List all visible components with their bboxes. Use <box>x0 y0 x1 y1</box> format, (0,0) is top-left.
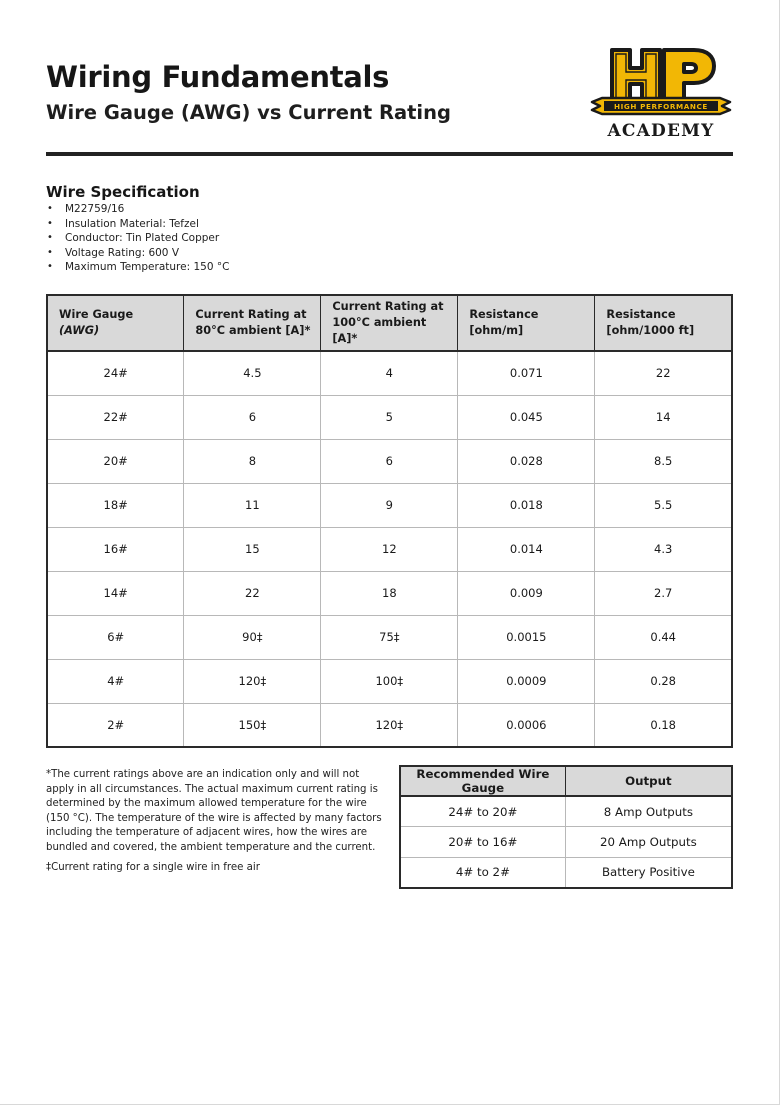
table-cell: 0.28 <box>595 659 732 703</box>
table-cell: 8 <box>184 439 321 483</box>
table-cell: 15 <box>184 527 321 571</box>
header-resistance-ohm-m: Resistance [ohm/m] <box>458 295 595 351</box>
wire-gauge-table <box>46 294 733 748</box>
free-air-footnote: ‡Current rating for a single wire in free air <box>46 862 260 873</box>
header-current-100c: Current Rating at 100°C ambient [A]* <box>321 295 458 351</box>
table-cell: 0.071 <box>458 351 595 395</box>
table-cell: 0.014 <box>458 527 595 571</box>
table-row <box>47 483 732 527</box>
logo-banner-text: HIGH PERFORMANCE <box>614 102 708 111</box>
table-cell: 0.18 <box>650 717 676 732</box>
table-cell: 120‡ <box>321 703 458 747</box>
table-row <box>47 527 732 571</box>
table-row <box>400 796 732 827</box>
table-row <box>47 703 732 747</box>
table-cell: 5 <box>321 395 458 439</box>
table-cell: 0.0009 <box>458 659 595 703</box>
list-item: • Maximum Temperature: 150 °C <box>47 261 230 274</box>
header-output: Output <box>565 766 732 796</box>
table-cell: 22 <box>184 571 321 615</box>
table-cell: 0.0006 <box>458 703 595 747</box>
header-current-80c: Current Rating at 80°C ambient [A]* <box>184 295 321 351</box>
table-cell: 0.44 <box>595 615 732 659</box>
table-cell: 4.5 <box>184 351 321 395</box>
list-item: • Voltage Rating: 600 V <box>47 246 180 259</box>
table-header-row <box>400 766 732 796</box>
table-row <box>47 351 732 395</box>
table-cell: 16# <box>47 527 184 571</box>
table-cell: 6 <box>321 439 458 483</box>
table-cell: 2# <box>47 703 184 747</box>
list-item: • Insulation Material: Tefzel <box>47 217 199 230</box>
table-cell: 22# <box>47 395 184 439</box>
header-divider <box>46 152 733 156</box>
table-cell: 24# <box>47 351 184 395</box>
header-resistance-ohm-1000ft: Resistance [ohm/1000 ft] <box>595 295 732 351</box>
table-cell: 0.045 <box>458 395 595 439</box>
table-row <box>400 827 732 858</box>
table-cell: 4.3 <box>595 527 732 571</box>
table-cell: 6# <box>47 615 184 659</box>
bullet-icon: • <box>47 217 53 229</box>
table-cell: 150‡ <box>184 703 321 747</box>
table-cell: 24# to 20# <box>400 796 565 827</box>
table-cell: 18 <box>321 571 458 615</box>
logo-letter-h <box>612 50 660 102</box>
table-cell: 75‡ <box>321 615 458 659</box>
hp-academy-logo <box>588 44 734 140</box>
table-cell: 90‡ <box>184 615 321 659</box>
table-cell: 0.009 <box>458 571 595 615</box>
table-cell: 20# to 16# <box>400 827 565 858</box>
bullet-icon: • <box>47 232 53 244</box>
page-title: Wiring Fundamentals <box>46 60 390 94</box>
header-wire-gauge: Wire Gauge (AWG) <box>47 295 184 351</box>
table-cell: 4# <box>47 659 184 703</box>
recommended-gauge-table <box>399 765 733 889</box>
table-row <box>47 615 732 659</box>
table-row <box>47 659 732 703</box>
logo-letter-p <box>664 50 714 102</box>
table-header-row <box>47 295 732 351</box>
table-cell: 5.5 <box>595 483 732 527</box>
table-row <box>400 857 732 888</box>
bullet-icon: • <box>47 203 53 214</box>
table-cell: 2.7 <box>595 571 732 615</box>
table-cell: 6 <box>184 395 321 439</box>
table-cell: 14# <box>47 571 184 615</box>
table-cell: 9 <box>321 483 458 527</box>
table-cell: 22 <box>595 351 732 395</box>
table-cell: 11 <box>184 483 321 527</box>
bullet-icon: • <box>47 261 53 273</box>
logo-academy-text: ACADEMY <box>607 121 715 140</box>
current-rating-footnote: *The current ratings above are an indication only and will not apply in all circumstances. The actual maximum current rating is determined by the maximum allowed temperature for the wire (150 °C). The temperature of the wire is affected by many factors including the temperature of adjacent wires, how the wires are bundled and covered, the ambient temperature and the current. <box>46 769 382 853</box>
table-cell: 4 <box>321 351 458 395</box>
table-cell: 0.0015 <box>458 615 595 659</box>
table-row <box>47 395 732 439</box>
table-cell: 20# <box>47 439 184 483</box>
table-cell: 20 Amp Outputs <box>565 827 732 858</box>
spec-heading: Wire Specification <box>46 183 200 201</box>
table-cell: 8 Amp Outputs <box>565 796 732 827</box>
table-cell: 12 <box>321 527 458 571</box>
table-cell: 0.028 <box>458 439 595 483</box>
table-cell: 14 <box>595 395 732 439</box>
table-cell: 100‡ <box>321 659 458 703</box>
table-row <box>47 439 732 483</box>
list-item: • Conductor: Tin Plated Copper <box>47 232 220 245</box>
table-cell: Battery Positive <box>601 865 695 879</box>
bullet-icon: • <box>47 246 53 258</box>
header-recommended-gauge: Recommended Wire Gauge <box>400 766 565 796</box>
table-cell: 120‡ <box>184 659 321 703</box>
table-row <box>47 571 732 615</box>
spec-list <box>46 202 229 275</box>
table-cell: 8.5 <box>595 439 732 483</box>
list-item: • M22759/16 <box>47 203 125 215</box>
page-subtitle: Wire Gauge (AWG) vs Current Rating <box>46 101 451 124</box>
table-cell: 18# <box>47 483 184 527</box>
table-cell: 4# to 2# <box>400 857 565 888</box>
table-cell: 0.018 <box>458 483 595 527</box>
